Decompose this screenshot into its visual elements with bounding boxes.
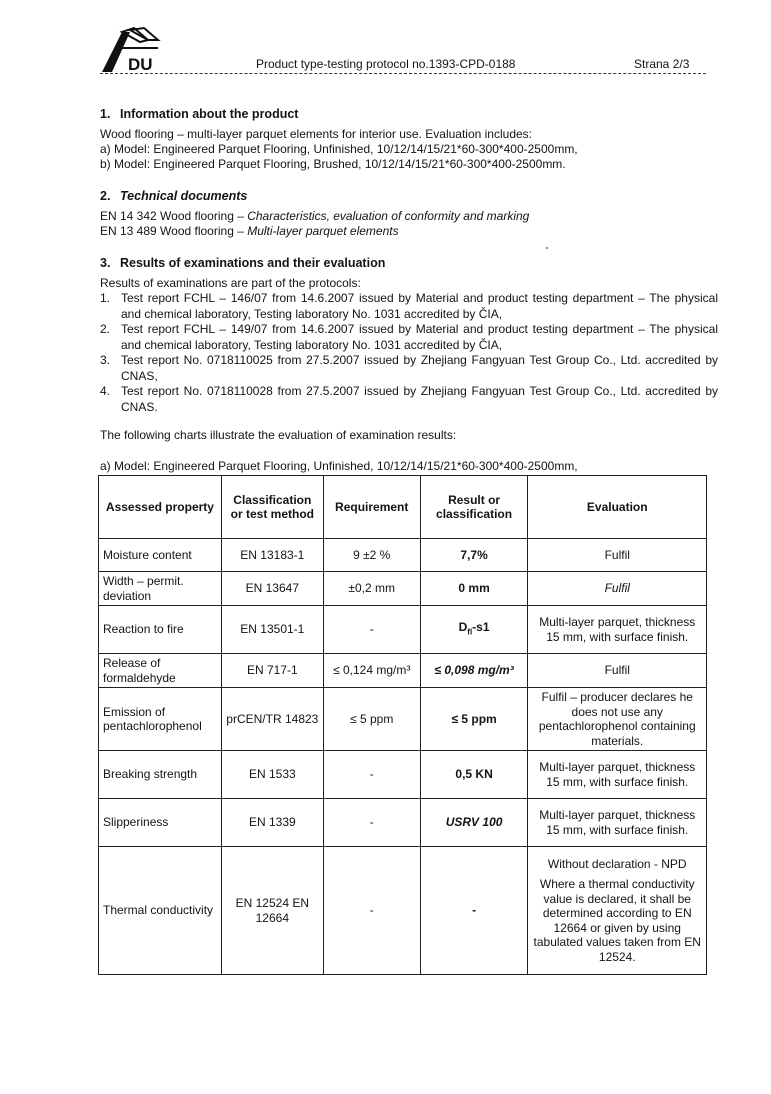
- page-number: Strana 2/3: [634, 57, 690, 71]
- table-caption: a) Model: Engineered Parquet Flooring, Unfinished, 10/12/14/15/21*60-300*400-2500mm,: [100, 459, 578, 473]
- section-3-heading: 3. Results of examinations and their evaluation: [100, 256, 386, 270]
- property-cell: Moisture content: [99, 539, 222, 572]
- property-cell: Emission of pentachlorophenol: [99, 688, 222, 751]
- column-header: Assessed property: [99, 476, 222, 539]
- result-cell: $D_{fl}-s1$: [420, 606, 528, 654]
- evaluation-line: Where a thermal conductivity value is declared, it shall be determined according to EN 12664 or given by using tabulated values taken from EN 12524.: [533, 877, 701, 964]
- requirement-cell: ≤ 5 ppm: [323, 688, 420, 751]
- requirement-cell: -: [323, 799, 420, 847]
- protocol-list-item: 3. Test report No. 0718110025 from 27.5.2007 issued by Zhejiang Fangyuan Test Group Co., Ltd. accredited by CNAS,: [100, 353, 718, 383]
- requirement-cell: ±0,2 mm: [323, 572, 420, 606]
- document-title: Product type-testing protocol no.1393-CPD-0188: [256, 57, 516, 71]
- table-row: [99, 606, 707, 654]
- requirement-cell: 9 ±2 %: [323, 539, 420, 572]
- table-row: [99, 572, 707, 606]
- method-cell: EN 13501-1: [221, 606, 323, 654]
- technical-document-line: EN 13 489 Wood flooring – Multi-layer parquet elements: [100, 224, 399, 238]
- property-cell: Breaking strength: [99, 751, 222, 799]
- section-1-line: b) Model: Engineered Parquet Flooring, Brushed, 10/12/14/15/21*60-300*400-2500mm.: [100, 157, 566, 171]
- table-row: [99, 751, 707, 799]
- table-row: [99, 799, 707, 847]
- requirement-cell: -: [323, 751, 420, 799]
- technical-document-line: EN 14 342 Wood flooring – Characteristics, evaluation of conformity and marking: [100, 209, 530, 223]
- result-cell: 7,7%: [420, 539, 528, 572]
- column-header: Evaluation: [528, 476, 707, 539]
- method-cell: EN 12524 EN 12664: [221, 847, 323, 975]
- table-row: [99, 847, 707, 975]
- charts-note: The following charts illustrate the evaluation of examination results:: [100, 428, 457, 442]
- method-cell: EN 13647: [221, 572, 323, 606]
- evaluation-cell: Multi-layer parquet, thickness 15 mm, with surface finish.: [528, 799, 707, 847]
- table-row: [99, 539, 707, 572]
- evaluation-cell: Multi-layer parquet, thickness 15 mm, with surface finish.: [528, 606, 707, 654]
- protocol-list-item: 4. Test report No. 0718110028 from 27.5.2007 issued by Zhejiang Fangyuan Test Group Co., Ltd. accredited by CNAS.: [100, 384, 718, 414]
- property-cell: Thermal conductivity: [99, 847, 222, 975]
- method-cell: EN 13183-1: [221, 539, 323, 572]
- section-1-heading: 1. Information about the product: [100, 107, 299, 121]
- property-cell: Width – permit. deviation: [99, 572, 222, 606]
- table-row: [99, 688, 707, 751]
- method-cell: prCEN/TR 14823: [221, 688, 323, 751]
- evaluation-cell: Fulfil – producer declares he does not use any pentachlorophenol containing materials.: [528, 688, 707, 751]
- evaluation-cell: [528, 847, 707, 975]
- protocol-list-item: 2. Test report FCHL – 149/07 from 14.6.2007 issued by Material and product testing department – The physical and chemical laboratory, Testing laboratory No. 1031 accredited by ČIA,: [100, 322, 718, 352]
- property-cell: Reaction to fire: [99, 606, 222, 654]
- result-cell: 0 mm: [420, 572, 528, 606]
- requirement-cell: ≤ 0,124 mg/m³: [323, 654, 420, 688]
- method-cell: EN 1339: [221, 799, 323, 847]
- property-cell: Release of formaldehyde: [99, 654, 222, 688]
- column-header: Result or classification: [420, 476, 528, 539]
- method-cell: EN 717-1: [221, 654, 323, 688]
- method-cell: EN 1533: [221, 751, 323, 799]
- evaluation-cell: Fulfil: [528, 654, 707, 688]
- evaluation-cell: Multi-layer parquet, thickness 15 mm, with surface finish.: [528, 751, 707, 799]
- evaluation-line: Without declaration - NPD: [547, 856, 687, 871]
- result-cell: 0,5 KN: [420, 751, 528, 799]
- result-cell: -: [420, 847, 528, 975]
- column-header: Classification or test method: [221, 476, 323, 539]
- result-cell: USRV 100: [420, 799, 528, 847]
- section-3-intro: Results of examinations are part of the protocols:: [100, 276, 361, 290]
- evaluation-cell: Fulfil: [528, 539, 707, 572]
- stray-mark: [546, 247, 548, 249]
- result-cell: ≤ 0,098 mg/m³: [420, 654, 528, 688]
- requirement-cell: -: [323, 847, 420, 975]
- column-header: Requirement: [323, 476, 420, 539]
- section-1-line: Wood flooring – multi-layer parquet elements for interior use. Evaluation includes:: [100, 127, 532, 141]
- requirement-cell: -: [323, 606, 420, 654]
- result-cell: ≤ 5 ppm: [420, 688, 528, 751]
- table-header-row: [99, 476, 707, 539]
- section-2-heading: 2. Technical documents: [100, 189, 248, 203]
- evaluation-cell: Fulfil: [528, 572, 707, 606]
- property-cell: Slipperiness: [99, 799, 222, 847]
- table-row: [99, 654, 707, 688]
- logo-text: DU: [128, 55, 153, 74]
- section-1-line: a) Model: Engineered Parquet Flooring, Unfinished, 10/12/14/15/21*60-300*400-2500mm,: [100, 142, 578, 156]
- results-table: [98, 475, 707, 975]
- header-divider: [100, 73, 706, 74]
- du-logo-icon: [100, 26, 164, 74]
- protocol-list-item: 1. Test report FCHL – 146/07 from 14.6.2007 issued by Material and product testing department – The physical and chemical laboratory, Testing laboratory No. 1031 accredited by ČIA,: [100, 291, 718, 321]
